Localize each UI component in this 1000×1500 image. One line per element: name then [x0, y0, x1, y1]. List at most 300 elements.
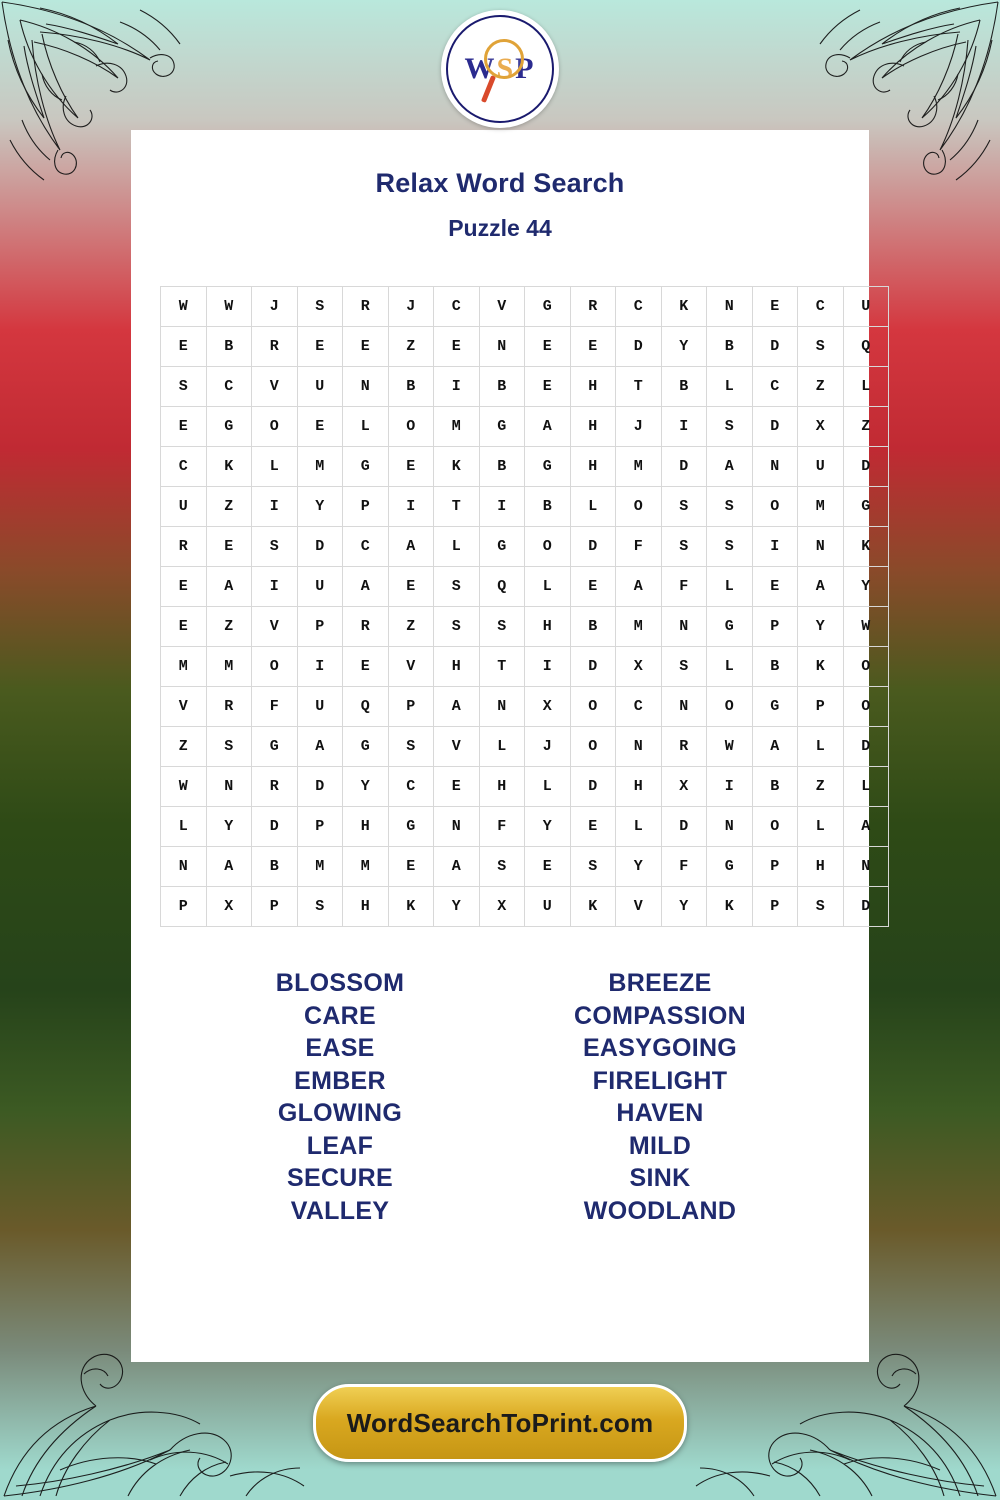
- grid-cell[interactable]: Y: [297, 487, 343, 527]
- grid-cell[interactable]: C: [388, 767, 434, 807]
- grid-cell[interactable]: I: [252, 487, 298, 527]
- grid-cell[interactable]: Y: [343, 767, 389, 807]
- grid-cell[interactable]: L: [525, 767, 571, 807]
- grid-cell[interactable]: V: [252, 367, 298, 407]
- grid-cell[interactable]: B: [479, 367, 525, 407]
- grid-cell[interactable]: T: [616, 367, 662, 407]
- grid-cell[interactable]: U: [525, 887, 571, 927]
- grid-cell[interactable]: C: [616, 687, 662, 727]
- grid-cell[interactable]: N: [707, 807, 753, 847]
- grid-cell[interactable]: P: [343, 487, 389, 527]
- grid-cell[interactable]: T: [434, 487, 480, 527]
- grid-cell[interactable]: B: [752, 767, 798, 807]
- grid-cell[interactable]: D: [252, 807, 298, 847]
- grid-cell[interactable]: O: [525, 527, 571, 567]
- grid-cell[interactable]: L: [343, 407, 389, 447]
- grid-cell[interactable]: E: [525, 847, 571, 887]
- grid-cell[interactable]: B: [388, 367, 434, 407]
- grid-cell[interactable]: L: [843, 367, 889, 407]
- grid-cell[interactable]: Y: [661, 327, 707, 367]
- grid-row: [161, 847, 889, 887]
- grid-cell[interactable]: E: [161, 607, 207, 647]
- grid-cell[interactable]: S: [297, 287, 343, 327]
- grid-cell[interactable]: R: [570, 287, 616, 327]
- grid-cell[interactable]: L: [707, 367, 753, 407]
- grid-cell[interactable]: N: [479, 327, 525, 367]
- grid-cell[interactable]: L: [525, 567, 571, 607]
- grid-cell[interactable]: S: [661, 487, 707, 527]
- grid-cell[interactable]: O: [616, 487, 662, 527]
- grid-cell[interactable]: O: [252, 647, 298, 687]
- grid-cell[interactable]: A: [434, 687, 480, 727]
- grid-cell[interactable]: N: [843, 847, 889, 887]
- website-badge[interactable]: [313, 1384, 687, 1462]
- grid-cell[interactable]: P: [798, 687, 844, 727]
- grid-cell[interactable]: G: [388, 807, 434, 847]
- grid-cell[interactable]: A: [707, 447, 753, 487]
- grid-cell[interactable]: O: [752, 487, 798, 527]
- grid-cell[interactable]: Y: [616, 847, 662, 887]
- grid-cell[interactable]: J: [252, 287, 298, 327]
- grid-cell[interactable]: B: [570, 607, 616, 647]
- grid-cell[interactable]: D: [843, 447, 889, 487]
- grid-cell[interactable]: L: [252, 447, 298, 487]
- grid-cell[interactable]: S: [661, 527, 707, 567]
- grid-cell[interactable]: G: [707, 607, 753, 647]
- grid-cell[interactable]: G: [525, 447, 571, 487]
- grid-cell[interactable]: G: [252, 727, 298, 767]
- word-list-item: EASYGOING: [582, 1034, 738, 1062]
- grid-cell[interactable]: E: [388, 447, 434, 487]
- grid-cell[interactable]: N: [479, 687, 525, 727]
- grid-cell[interactable]: M: [616, 607, 662, 647]
- grid-cell[interactable]: L: [616, 807, 662, 847]
- magnifier-lens-icon: [484, 39, 524, 79]
- grid-cell[interactable]: E: [161, 327, 207, 367]
- grid-cell[interactable]: I: [479, 487, 525, 527]
- grid-cell[interactable]: D: [297, 527, 343, 567]
- grid-row: [161, 447, 889, 487]
- grid-cell[interactable]: Q: [479, 567, 525, 607]
- grid-cell[interactable]: S: [798, 327, 844, 367]
- grid-cell[interactable]: S: [661, 647, 707, 687]
- grid-cell[interactable]: I: [252, 567, 298, 607]
- grid-cell[interactable]: D: [297, 767, 343, 807]
- grid-cell[interactable]: S: [707, 407, 753, 447]
- grid-cell[interactable]: C: [343, 527, 389, 567]
- grid-cell[interactable]: B: [525, 487, 571, 527]
- grid-row: [161, 887, 889, 927]
- grid-cell[interactable]: N: [616, 727, 662, 767]
- grid-row: [161, 407, 889, 447]
- grid-cell[interactable]: N: [661, 687, 707, 727]
- grid-cell[interactable]: J: [388, 287, 434, 327]
- word-list-item: VALLEY: [290, 1196, 390, 1225]
- word-list-item: LEAF: [306, 1131, 374, 1160]
- grid-row: [161, 647, 889, 687]
- grid-cell[interactable]: F: [661, 847, 707, 887]
- grid-cell[interactable]: Z: [161, 727, 207, 767]
- grid-cell[interactable]: D: [570, 527, 616, 567]
- grid-cell[interactable]: S: [479, 847, 525, 887]
- grid-cell[interactable]: L: [707, 647, 753, 687]
- grid-cell[interactable]: W: [161, 287, 207, 327]
- grid-cell[interactable]: A: [525, 407, 571, 447]
- grid-cell[interactable]: G: [479, 407, 525, 447]
- grid-cell[interactable]: V: [434, 727, 480, 767]
- grid-cell[interactable]: B: [479, 447, 525, 487]
- grid-cell[interactable]: U: [843, 287, 889, 327]
- grid-cell[interactable]: M: [343, 847, 389, 887]
- grid-cell[interactable]: K: [434, 447, 480, 487]
- grid-cell[interactable]: I: [752, 527, 798, 567]
- grid-cell[interactable]: H: [570, 407, 616, 447]
- grid-cell[interactable]: D: [661, 807, 707, 847]
- grid-cell[interactable]: N: [343, 367, 389, 407]
- grid-cell[interactable]: S: [479, 607, 525, 647]
- grid-cell[interactable]: L: [479, 727, 525, 767]
- grid-cell[interactable]: N: [752, 447, 798, 487]
- grid-cell[interactable]: M: [616, 447, 662, 487]
- grid-cell[interactable]: L: [570, 487, 616, 527]
- grid-cell[interactable]: B: [661, 367, 707, 407]
- grid-cell[interactable]: U: [161, 487, 207, 527]
- grid-cell[interactable]: Y: [525, 807, 571, 847]
- grid-cell[interactable]: B: [206, 327, 252, 367]
- grid-row: [161, 487, 889, 527]
- word-list-column-left: [190, 967, 490, 1227]
- grid-cell[interactable]: E: [297, 407, 343, 447]
- grid-cell[interactable]: I: [297, 647, 343, 687]
- grid-cell[interactable]: P: [161, 887, 207, 927]
- grid-cell[interactable]: I: [707, 767, 753, 807]
- grid-row: [161, 327, 889, 367]
- grid-cell[interactable]: R: [661, 727, 707, 767]
- word-list-item: CARE: [303, 1001, 377, 1030]
- word-list-item: GLOWING: [277, 1099, 403, 1127]
- grid-cell[interactable]: D: [570, 767, 616, 807]
- grid-cell[interactable]: Y: [434, 887, 480, 927]
- grid-cell[interactable]: N: [798, 527, 844, 567]
- grid-cell[interactable]: G: [525, 287, 571, 327]
- word-list-item: COMPASSION: [574, 1001, 746, 1030]
- grid-cell[interactable]: X: [525, 687, 571, 727]
- grid-cell[interactable]: H: [479, 767, 525, 807]
- logo-letter-p: P: [515, 52, 536, 85]
- grid-cell[interactable]: E: [570, 327, 616, 367]
- logo-letter-s: S: [496, 52, 516, 85]
- grid-cell[interactable]: S: [434, 567, 480, 607]
- grid-cell[interactable]: V: [388, 647, 434, 687]
- grid-cell[interactable]: U: [297, 567, 343, 607]
- site-logo: [441, 10, 559, 128]
- grid-cell[interactable]: Z: [798, 367, 844, 407]
- grid-cell[interactable]: L: [707, 567, 753, 607]
- grid-cell[interactable]: J: [616, 407, 662, 447]
- word-list-item: BLOSSOM: [275, 969, 405, 997]
- grid-cell[interactable]: S: [707, 527, 753, 567]
- grid-cell[interactable]: R: [252, 767, 298, 807]
- grid-cell[interactable]: V: [616, 887, 662, 927]
- grid-cell[interactable]: S: [570, 847, 616, 887]
- grid-cell[interactable]: O: [570, 687, 616, 727]
- grid-cell[interactable]: R: [161, 527, 207, 567]
- grid-cell[interactable]: B: [707, 327, 753, 367]
- grid-cell[interactable]: X: [798, 407, 844, 447]
- grid-cell[interactable]: M: [297, 447, 343, 487]
- grid-cell[interactable]: G: [343, 447, 389, 487]
- grid-cell[interactable]: S: [707, 487, 753, 527]
- grid-cell[interactable]: L: [798, 807, 844, 847]
- grid-cell[interactable]: K: [798, 647, 844, 687]
- word-list-item: SECURE: [287, 1164, 393, 1192]
- grid-row: [161, 807, 889, 847]
- grid-cell[interactable]: N: [161, 847, 207, 887]
- grid-cell[interactable]: V: [479, 287, 525, 327]
- grid-cell[interactable]: Y: [661, 887, 707, 927]
- grid-cell[interactable]: Q: [843, 327, 889, 367]
- grid-cell[interactable]: W: [843, 607, 889, 647]
- grid-cell[interactable]: A: [297, 727, 343, 767]
- grid-cell[interactable]: L: [434, 527, 480, 567]
- grid-cell[interactable]: O: [252, 407, 298, 447]
- grid-cell[interactable]: A: [206, 847, 252, 887]
- grid-cell[interactable]: O: [843, 647, 889, 687]
- word-list-item: SINK: [629, 1164, 691, 1192]
- grid-cell[interactable]: A: [343, 567, 389, 607]
- grid-cell[interactable]: H: [343, 807, 389, 847]
- grid-cell[interactable]: N: [434, 807, 480, 847]
- grid-cell[interactable]: S: [161, 367, 207, 407]
- grid-cell[interactable]: J: [525, 727, 571, 767]
- word-list-item: WOODLAND: [583, 1196, 737, 1225]
- grid-cell[interactable]: L: [161, 807, 207, 847]
- grid-cell[interactable]: O: [707, 687, 753, 727]
- word-search-grid[interactable]: [160, 286, 889, 927]
- grid-cell[interactable]: H: [434, 647, 480, 687]
- grid-cell[interactable]: G: [843, 487, 889, 527]
- grid-cell[interactable]: A: [206, 567, 252, 607]
- grid-cell[interactable]: A: [843, 807, 889, 847]
- grid-cell[interactable]: K: [707, 887, 753, 927]
- grid-cell[interactable]: G: [343, 727, 389, 767]
- grid-cell[interactable]: A: [752, 727, 798, 767]
- word-list-item: BREEZE: [608, 969, 712, 997]
- grid-cell[interactable]: U: [297, 687, 343, 727]
- grid-cell[interactable]: M: [161, 647, 207, 687]
- word-list-column-right: [510, 967, 810, 1227]
- grid-cell[interactable]: Z: [843, 407, 889, 447]
- grid-cell[interactable]: P: [388, 687, 434, 727]
- word-list-item: HAVEN: [616, 1099, 704, 1127]
- grid-cell[interactable]: I: [388, 487, 434, 527]
- word-search-grid-container: [160, 286, 871, 927]
- grid-cell[interactable]: F: [616, 527, 662, 567]
- grid-cell[interactable]: W: [206, 287, 252, 327]
- grid-cell[interactable]: Z: [388, 327, 434, 367]
- grid-cell[interactable]: O: [752, 807, 798, 847]
- grid-cell[interactable]: A: [388, 527, 434, 567]
- grid-cell[interactable]: D: [752, 327, 798, 367]
- grid-cell[interactable]: H: [343, 887, 389, 927]
- grid-cell[interactable]: O: [388, 407, 434, 447]
- grid-cell[interactable]: Z: [206, 487, 252, 527]
- grid-cell[interactable]: S: [206, 727, 252, 767]
- grid-cell[interactable]: H: [570, 367, 616, 407]
- grid-cell[interactable]: R: [252, 327, 298, 367]
- grid-cell[interactable]: C: [206, 367, 252, 407]
- grid-cell[interactable]: S: [297, 887, 343, 927]
- grid-cell[interactable]: X: [661, 767, 707, 807]
- grid-cell[interactable]: R: [343, 607, 389, 647]
- grid-cell[interactable]: L: [798, 727, 844, 767]
- grid-cell[interactable]: O: [570, 727, 616, 767]
- grid-cell[interactable]: G: [707, 847, 753, 887]
- word-list-item: MILD: [628, 1131, 692, 1160]
- grid-cell[interactable]: X: [206, 887, 252, 927]
- grid-cell[interactable]: E: [752, 567, 798, 607]
- grid-cell[interactable]: A: [798, 567, 844, 607]
- grid-cell[interactable]: E: [206, 527, 252, 567]
- grid-row: [161, 727, 889, 767]
- grid-row: [161, 687, 889, 727]
- grid-cell[interactable]: E: [161, 567, 207, 607]
- grid-cell[interactable]: E: [570, 567, 616, 607]
- grid-cell[interactable]: I: [661, 407, 707, 447]
- grid-cell[interactable]: M: [297, 847, 343, 887]
- grid-cell[interactable]: K: [206, 447, 252, 487]
- grid-cell[interactable]: Z: [388, 607, 434, 647]
- grid-cell[interactable]: K: [388, 887, 434, 927]
- grid-cell[interactable]: A: [434, 847, 480, 887]
- grid-cell[interactable]: H: [798, 847, 844, 887]
- grid-cell[interactable]: G: [479, 527, 525, 567]
- grid-cell[interactable]: H: [570, 447, 616, 487]
- grid-cell[interactable]: W: [161, 767, 207, 807]
- grid-cell[interactable]: C: [161, 447, 207, 487]
- grid-cell[interactable]: N: [206, 767, 252, 807]
- grid-cell[interactable]: Z: [206, 607, 252, 647]
- grid-cell[interactable]: Z: [798, 767, 844, 807]
- grid-cell[interactable]: H: [525, 607, 571, 647]
- grid-cell[interactable]: M: [434, 407, 480, 447]
- grid-cell[interactable]: R: [206, 687, 252, 727]
- grid-cell[interactable]: I: [434, 367, 480, 407]
- grid-row: [161, 367, 889, 407]
- grid-cell[interactable]: P: [252, 887, 298, 927]
- puzzle-number: Puzzle 44: [448, 215, 552, 241]
- grid-cell[interactable]: C: [434, 287, 480, 327]
- grid-cell[interactable]: G: [206, 407, 252, 447]
- grid-cell[interactable]: D: [843, 887, 889, 927]
- grid-cell[interactable]: V: [252, 607, 298, 647]
- puzzle-sheet: [131, 130, 869, 1362]
- word-list: [190, 967, 810, 1227]
- grid-cell[interactable]: U: [297, 367, 343, 407]
- grid-cell[interactable]: E: [525, 367, 571, 407]
- grid-cell[interactable]: D: [616, 327, 662, 367]
- grid-cell[interactable]: F: [661, 567, 707, 607]
- grid-row: [161, 567, 889, 607]
- grid-cell[interactable]: B: [252, 847, 298, 887]
- grid-cell[interactable]: E: [343, 327, 389, 367]
- grid-cell[interactable]: D: [661, 447, 707, 487]
- grid-cell[interactable]: E: [388, 847, 434, 887]
- website-url-label: WordSearchToPrint.com: [346, 1407, 654, 1438]
- grid-cell[interactable]: E: [570, 807, 616, 847]
- grid-cell[interactable]: E: [161, 407, 207, 447]
- grid-cell[interactable]: K: [843, 527, 889, 567]
- grid-cell[interactable]: L: [843, 767, 889, 807]
- grid-cell[interactable]: K: [570, 887, 616, 927]
- grid-cell[interactable]: T: [479, 647, 525, 687]
- grid-cell[interactable]: S: [388, 727, 434, 767]
- grid-cell[interactable]: P: [297, 807, 343, 847]
- grid-cell[interactable]: D: [570, 647, 616, 687]
- grid-cell[interactable]: P: [752, 847, 798, 887]
- grid-cell[interactable]: Y: [843, 567, 889, 607]
- grid-cell[interactable]: V: [161, 687, 207, 727]
- grid-cell[interactable]: W: [707, 727, 753, 767]
- grid-cell[interactable]: E: [525, 327, 571, 367]
- grid-cell[interactable]: X: [479, 887, 525, 927]
- grid-cell[interactable]: F: [252, 687, 298, 727]
- grid-cell[interactable]: C: [752, 367, 798, 407]
- grid-cell[interactable]: N: [661, 607, 707, 647]
- logo-circle: [446, 15, 554, 123]
- grid-cell[interactable]: D: [752, 407, 798, 447]
- grid-cell[interactable]: E: [343, 647, 389, 687]
- grid-cell[interactable]: H: [616, 767, 662, 807]
- grid-cell[interactable]: R: [343, 287, 389, 327]
- grid-cell[interactable]: M: [798, 487, 844, 527]
- grid-cell[interactable]: E: [434, 767, 480, 807]
- grid-cell[interactable]: E: [434, 327, 480, 367]
- grid-cell[interactable]: S: [798, 887, 844, 927]
- grid-cell[interactable]: N: [707, 287, 753, 327]
- grid-cell[interactable]: C: [798, 287, 844, 327]
- grid-row: [161, 287, 889, 327]
- grid-row: [161, 767, 889, 807]
- grid-cell[interactable]: K: [661, 287, 707, 327]
- grid-cell[interactable]: B: [752, 647, 798, 687]
- grid-cell[interactable]: O: [843, 687, 889, 727]
- grid-row: [161, 527, 889, 567]
- word-list-item: FIRELIGHT: [592, 1066, 728, 1095]
- grid-cell[interactable]: D: [843, 727, 889, 767]
- grid-cell[interactable]: G: [752, 687, 798, 727]
- grid-cell[interactable]: Y: [798, 607, 844, 647]
- grid-cell[interactable]: U: [798, 447, 844, 487]
- grid-cell[interactable]: P: [752, 607, 798, 647]
- grid-cell[interactable]: M: [206, 647, 252, 687]
- grid-cell[interactable]: A: [616, 567, 662, 607]
- grid-cell[interactable]: S: [252, 527, 298, 567]
- grid-cell[interactable]: P: [752, 887, 798, 927]
- grid-cell[interactable]: S: [434, 607, 480, 647]
- grid-cell[interactable]: X: [616, 647, 662, 687]
- grid-cell[interactable]: Y: [206, 807, 252, 847]
- grid-cell[interactable]: Q: [343, 687, 389, 727]
- word-list-item: EASE: [305, 1034, 375, 1062]
- grid-cell[interactable]: P: [297, 607, 343, 647]
- grid-cell[interactable]: E: [297, 327, 343, 367]
- grid-cell[interactable]: E: [752, 287, 798, 327]
- grid-cell[interactable]: C: [616, 287, 662, 327]
- grid-cell[interactable]: I: [525, 647, 571, 687]
- grid-cell[interactable]: F: [479, 807, 525, 847]
- grid-cell[interactable]: E: [388, 567, 434, 607]
